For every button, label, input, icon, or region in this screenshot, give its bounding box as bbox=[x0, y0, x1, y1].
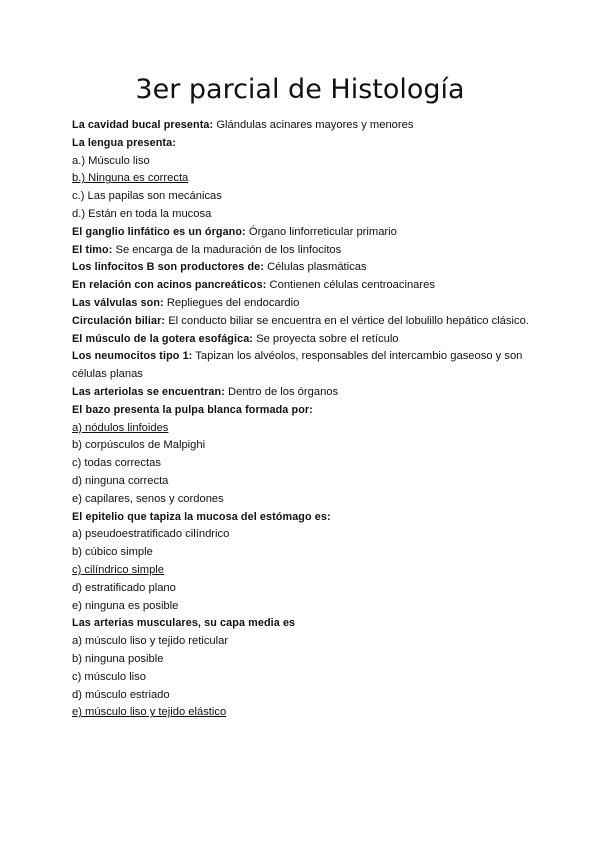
answer-option-correct bbox=[72, 420, 540, 438]
option-text: a.) Músculo liso bbox=[72, 154, 150, 167]
answer-text: Dentro de los órganos bbox=[224, 385, 339, 398]
question-line bbox=[72, 402, 540, 420]
answer-text: Se proyecta sobre el retículo bbox=[253, 332, 399, 345]
question-label: En relación con acinos pancreáticos: bbox=[72, 279, 267, 292]
question-line bbox=[72, 331, 540, 349]
option-text: e) músculo liso y tejido elástico bbox=[72, 706, 227, 719]
question-line bbox=[72, 615, 540, 633]
question-line bbox=[72, 348, 540, 384]
option-text: a) pseudoestratificado cilíndrico bbox=[72, 528, 230, 541]
question-label: El ganglio linfático es un órgano: bbox=[72, 225, 246, 238]
option-text: b) corpúsculos de Malpighi bbox=[72, 439, 206, 452]
question-label: Las arterias musculares, su capa media es bbox=[72, 617, 296, 630]
question-label: El epitelio que tapiza la mucosa del estómago es: bbox=[72, 510, 331, 523]
question-line bbox=[72, 135, 540, 153]
question-label: El timo: bbox=[72, 243, 113, 256]
answer-option bbox=[72, 651, 540, 669]
option-text: d) músculo estriado bbox=[72, 688, 170, 701]
question-label: Los neumocitos tipo 1: bbox=[72, 350, 193, 363]
answer-option bbox=[72, 206, 540, 224]
answer-option bbox=[72, 153, 540, 171]
question-line bbox=[72, 313, 540, 331]
answer-option bbox=[72, 526, 540, 544]
answer-option bbox=[72, 598, 540, 616]
option-text: a) músculo liso y tejido reticular bbox=[72, 635, 229, 648]
answer-text: Células plasmáticas bbox=[263, 261, 367, 274]
question-label: Las válvulas son: bbox=[72, 296, 164, 309]
answer-text: Glándulas acinares mayores y menores bbox=[213, 119, 414, 131]
answer-option-correct bbox=[72, 170, 540, 188]
question-label: El músculo de la gotera esofágica: bbox=[72, 332, 254, 345]
question-line bbox=[72, 224, 540, 242]
answer-text: El conducto biliar se encuentra en el vértice del lobulillo hepático clásico. bbox=[165, 314, 529, 327]
answer-text: Órgano linforreticular primario bbox=[245, 225, 397, 238]
question-line bbox=[72, 259, 540, 277]
question-label: La lengua presenta: bbox=[72, 136, 176, 149]
option-text: d.) Están en toda la mucosa bbox=[72, 207, 212, 220]
answer-option bbox=[72, 455, 540, 473]
option-text: c) cilíndrico simple bbox=[72, 563, 165, 576]
answer-option bbox=[72, 473, 540, 491]
page-title: 3er parcial de Histología bbox=[135, 74, 465, 105]
option-text: b) ninguna posible bbox=[72, 652, 164, 665]
question-line bbox=[72, 509, 540, 527]
option-text: a) nódulos linfoides bbox=[72, 421, 169, 434]
option-text: d) ninguna correcta bbox=[72, 474, 169, 487]
question-line bbox=[72, 295, 540, 313]
option-text: e) capilares, senos y cordones bbox=[72, 492, 224, 505]
answer-option bbox=[72, 687, 540, 705]
question-label: La cavidad bucal presenta: bbox=[72, 119, 214, 131]
answer-text: Se encarga de la maduración de los linfocitos bbox=[112, 243, 342, 256]
question-label: Los linfocitos B son productores de: bbox=[72, 261, 264, 274]
option-text: d) estratificado plano bbox=[72, 581, 176, 594]
answer-option bbox=[72, 544, 540, 562]
option-text: c.) Las papilas son mecánicas bbox=[72, 190, 222, 203]
answer-text: Repliegues del endocardio bbox=[163, 296, 300, 309]
answer-text: Contienen células centroacinares bbox=[266, 279, 435, 292]
answer-option bbox=[72, 437, 540, 455]
answer-option bbox=[72, 188, 540, 206]
answer-text: Tapizan los alvéolos, responsables del intercambio gaseoso y son células planas bbox=[72, 350, 523, 381]
question-line bbox=[72, 384, 540, 402]
option-text: b) cúbico simple bbox=[72, 546, 153, 559]
question-line bbox=[72, 277, 540, 295]
option-text: c) músculo liso bbox=[72, 670, 146, 683]
answer-option bbox=[72, 633, 540, 651]
answer-option bbox=[72, 580, 540, 598]
document-body bbox=[72, 117, 540, 722]
question-line bbox=[72, 242, 540, 260]
question-label: Las arteriolas se encuentran: bbox=[72, 385, 225, 398]
answer-option bbox=[72, 669, 540, 687]
option-text: e) ninguna es posible bbox=[72, 599, 179, 612]
option-text: c) todas correctas bbox=[72, 457, 161, 470]
option-text: b.) Ninguna es correcta bbox=[72, 172, 189, 185]
answer-option-correct bbox=[72, 562, 540, 580]
answer-option-correct bbox=[72, 704, 540, 722]
question-label: El bazo presenta la pulpa blanca formada por: bbox=[72, 403, 313, 416]
question-label: Circulación biliar: bbox=[72, 314, 166, 327]
question-line bbox=[72, 117, 540, 135]
answer-option bbox=[72, 491, 540, 509]
